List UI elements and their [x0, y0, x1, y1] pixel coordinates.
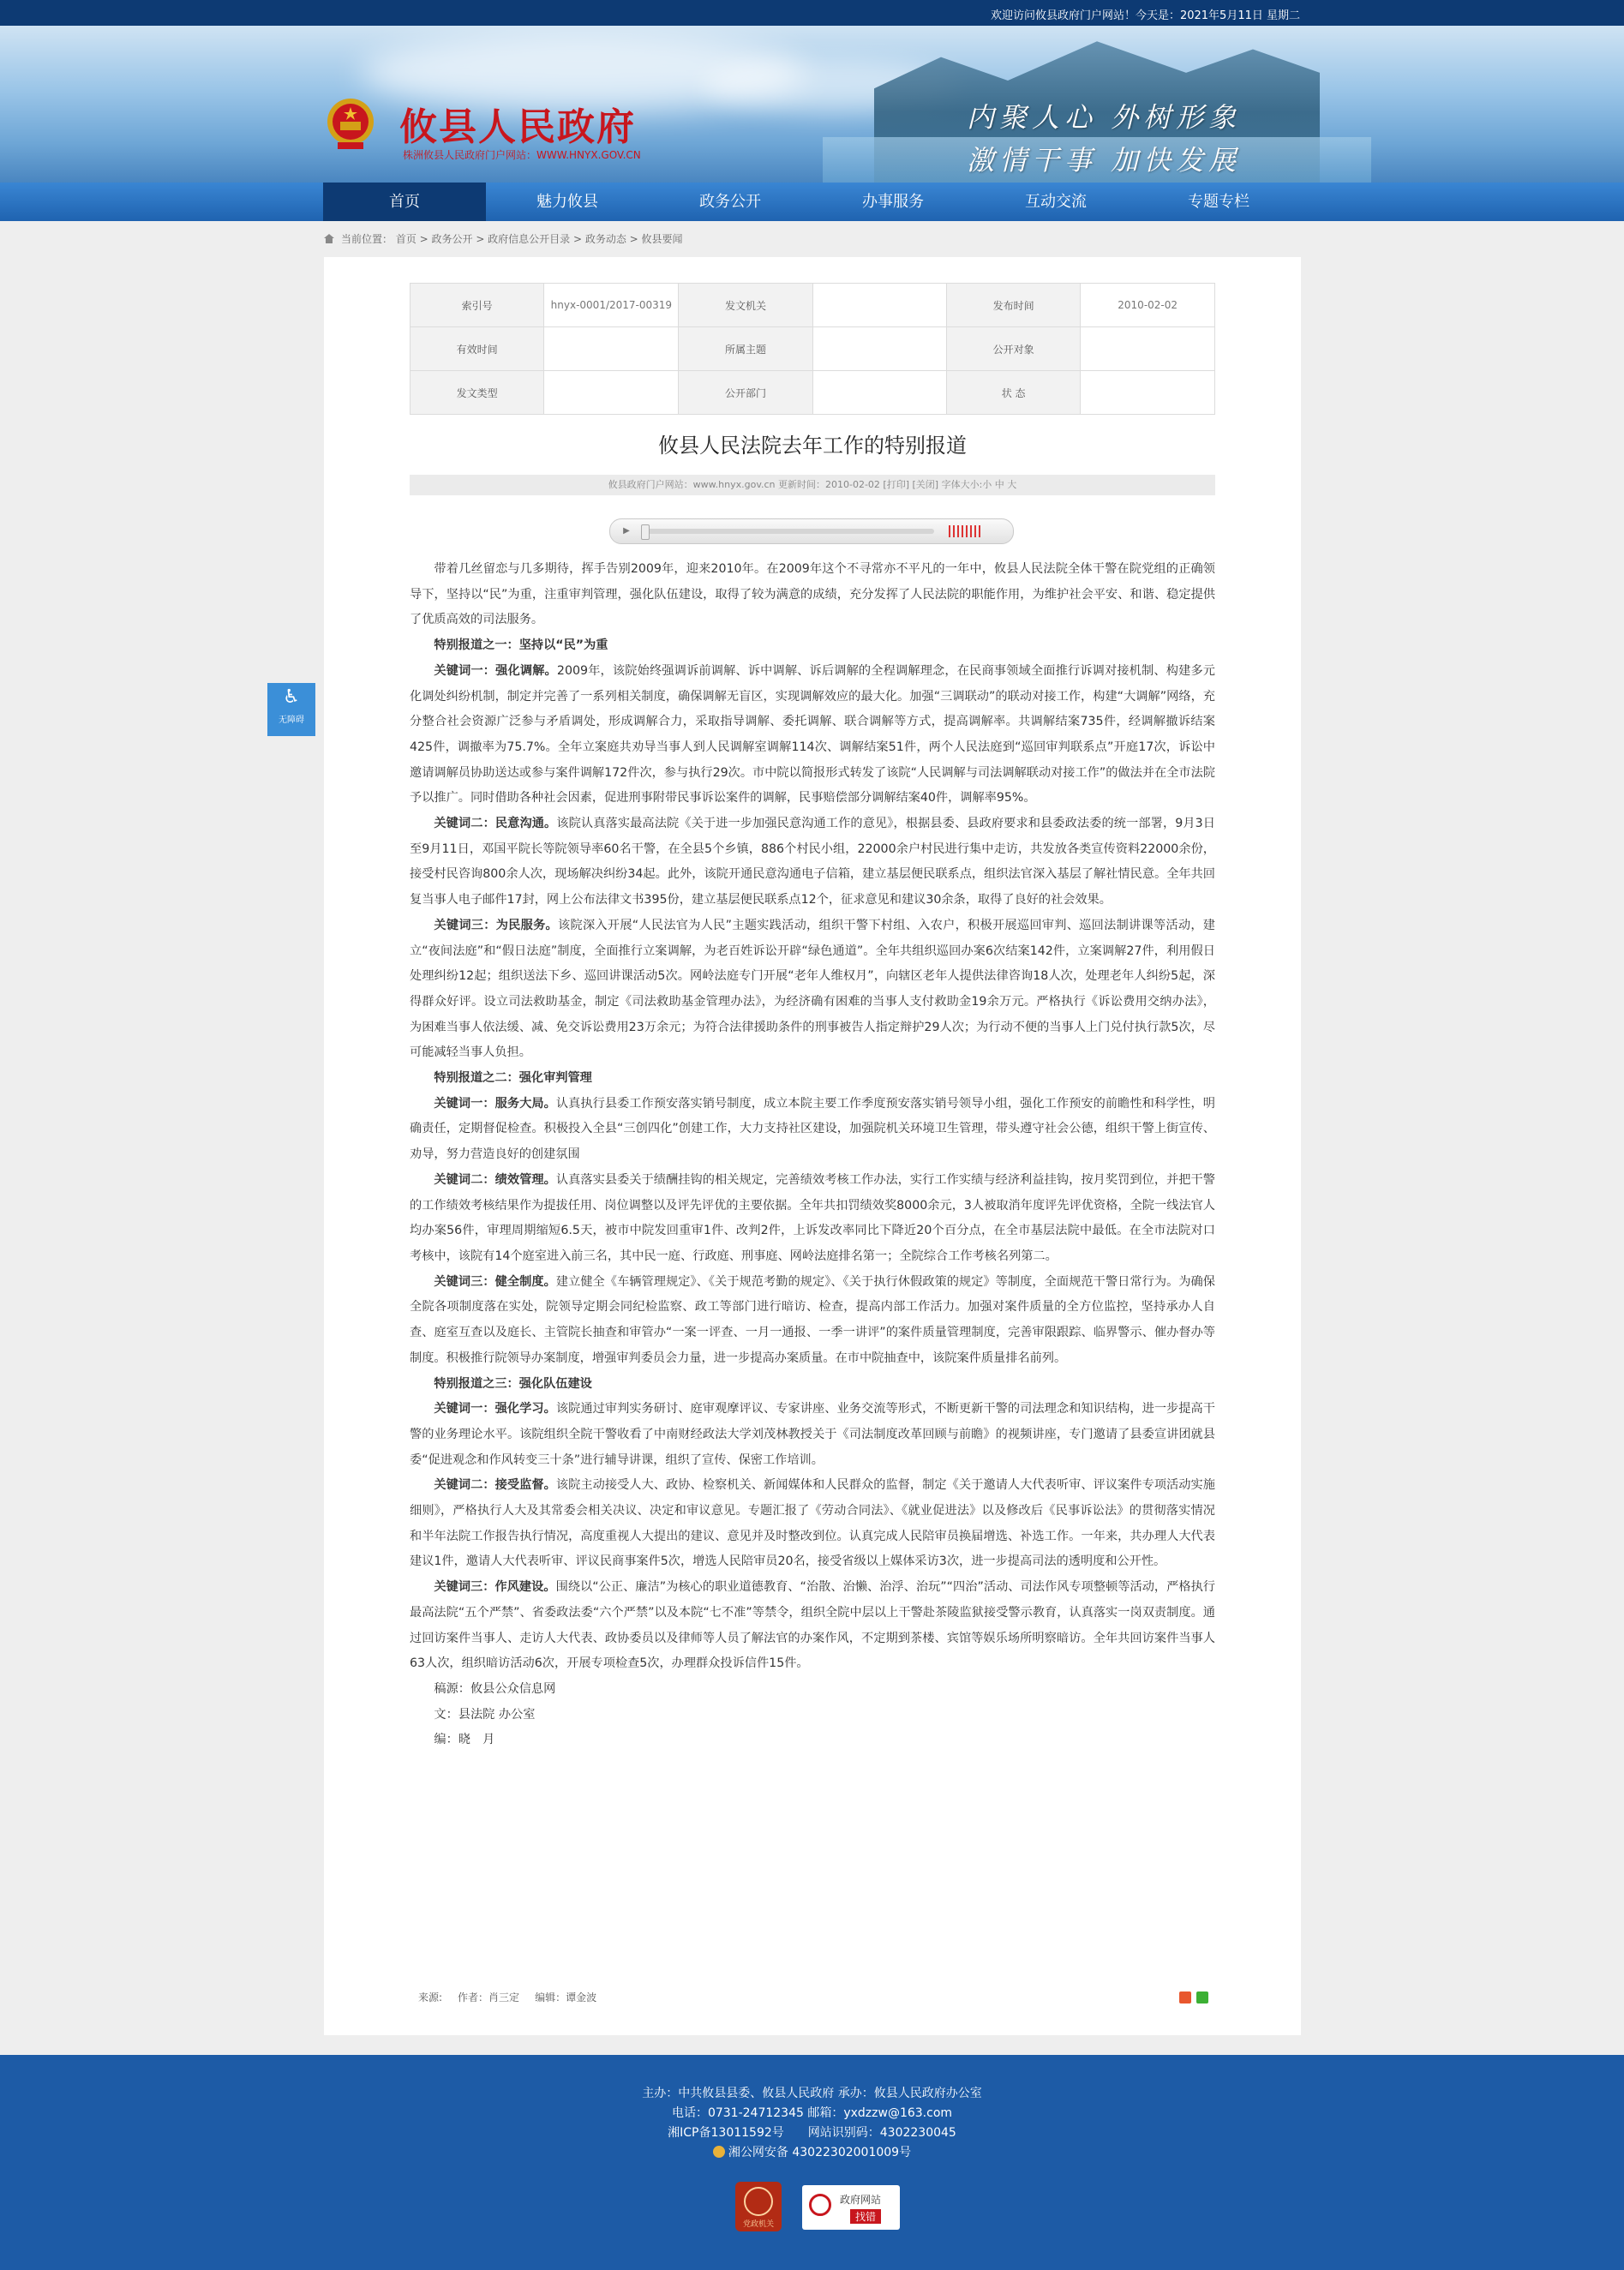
article-writer: 文：县法院 办公室: [434, 1707, 536, 1722]
header-banner: [0, 26, 1624, 183]
nav-item-home[interactable]: 首页: [323, 183, 486, 221]
police-badge-icon: [713, 2146, 725, 2158]
editor-label: 编辑：谭金波: [535, 1991, 597, 2003]
keyword-label: 关键词一：强化调解。: [434, 663, 557, 678]
police-record-text: 湘公网安备 43022302001009号: [728, 2146, 912, 2159]
article-paragraph: [410, 1473, 1215, 1575]
keyword-label: 关键词三：为民服务。: [434, 918, 559, 932]
paragraph-text: 围绕以“公正、廉洁”为核心的职业道德教育、“治散、治懒、治浮、治玩”“四治”活动、司法作风专项整顿等活动，严格执行最高法院“五个严禁”、省委政法委“六个严禁”以及本院“七不准”等禁令，组织全院中层以上干警赴茶陵监狱接受警示教育，认真落实一岗双责制度。通过回访案件当事人、走访人大代表、政协委员以及律师等人员了解法官的办案作风，不定期到茶楼、宾馆等娱乐场所明察暗访。全年共回访案件当事人63人次，组织暗访活动6次，开展专项检查5次，办理群众投诉信件15件。: [410, 1580, 1215, 1671]
meta-value: hnyx-0001/2017-00319: [544, 284, 679, 327]
paragraph-text: 认真落实县委关于绩酬挂钩的相关规定，完善绩效考核工作办法，实行工作实绩与经济利益挂钩，按月奖罚到位，并把干警的工作绩效考核结果作为提拔任用、岗位调整以及评先评优的主要依据。全年共扣罚绩效奖8000余元，3人被取消年度评先评优资格，全院一线法官人均办案56件，审理周期缩短6.5天，被市中院发回重审1件、改判2件，上诉发改率同比下降近20个百分点，在全市基层法院中最低。在全市法院对口考核中，该院有14个庭室进入前三名，其中民一庭、行政庭、刑事庭、网岭法庭排名第一；全院综合工作考核名列第二。: [410, 1172, 1215, 1263]
accessibility-label: 无障碍: [279, 716, 304, 725]
meta-key: 发布时间: [946, 284, 1080, 327]
keyword-label: 关键词一：强化学习。: [434, 1402, 556, 1417]
paragraph-text: 该院认真落实最高法院《关于进一步加强民意沟通工作的意见》，根据县委、县政府要求和县委政法委的统一部署，9月3日至9月11日，邓国平院长等院领导率60名干警，在全县5个乡镇，886个村民小组，22000余户村民进行集中走访，共发放各类宣传资料22000余份，接受村民咨询800余人次，现场解决纠纷34起。此外，该院开通民意沟通电子信箱，建立基层便民联系点，组织法官深入基层了解社情民意。全年共回复当事人电子邮件17封，网上公布法律文书395份，建立基层便民联系点12个，征求意见和建议30余条，取得了良好的社会效果。: [410, 817, 1215, 907]
site-title[interactable]: 攸县人民政府: [399, 105, 636, 149]
article-info-bar[interactable]: 攸县政府门户网站：www.hnyx.gov.cn 更新时间：2010-02-02 [打印] [关闭] 字体大小:小 中 大: [410, 475, 1215, 495]
footer-icp[interactable]: 湘ICP备13011592号 网站识别码：4302230045: [668, 2126, 956, 2140]
badge-title: 政府网站: [840, 2194, 882, 2206]
article-paragraph: [410, 1575, 1215, 1677]
site-footer: [0, 2055, 1624, 2270]
paragraph-text: 该院通过审判实务研讨、庭审观摩评议、专家讲座、业务交流等形式，不断更新干警的司法理念和知识结构，进一步提高干警的业务理论水平。该院组织全院干警收看了中南财经政法大学刘茂林教授关于《司法制度改革回顾与前瞻》的视频讲座，专门邀请了县委宣讲团就县委“促进观念和作风转变三十条”进行辅导讲课，组织了宣传、保密工作培训。: [410, 1402, 1215, 1467]
keyword-label: 关键词二：接受监督。: [434, 1478, 556, 1493]
meta-key: 公开部门: [679, 371, 812, 415]
meta-key: 发文类型: [410, 371, 544, 415]
article-editor: 编：晓 月: [434, 1733, 495, 1747]
badge-label: 党政机关: [742, 2220, 774, 2229]
author-label: 作者：肖三定: [458, 1991, 520, 2003]
meta-value: [1081, 327, 1215, 371]
party-gov-badge[interactable]: [735, 2182, 782, 2231]
main-nav: [0, 183, 1624, 221]
weibo-share-icon[interactable]: [1179, 1991, 1191, 2003]
paragraph-text: 2009年，该院始终强调诉前调解、诉中调解、诉后调解的全程调解理念，在民商事领域全面推行诉调对接机制、构建多元化调处纠纷机制，制定并完善了一系列相关制度，确保调解无盲区，实现调解效应的最大化。加强“三调联动”的联动对接工作，构建“大调解”网络，充分整合社会资源广泛参与矛盾调处，形成调解合力，采取指导调解、委托调解、联合调解等方式，提高调解率。共调解结案735件，经调解撤诉结案425件，调撤率为75.7%。全年立案庭共劝导当事人到人民调解室调解114次、调解结案51件，两个人民法庭到“巡回审判联系点”开庭17次，诉讼中邀请调解员协助送达或参与案件调解172件次，参与执行29次。市中院以简报形式转发了该院“人民调解与司法调解联动对接工作”的做法并在全市法院予以推广。同时借助各种社会因素，促进刑事附带民事诉讼案件的调解，民事赔偿部分调解结案40件，调解率95%。: [410, 663, 1215, 806]
home-icon: [324, 234, 334, 243]
badge-emblem-icon: [744, 2187, 773, 2216]
footer-police-record[interactable]: [0, 2143, 1624, 2160]
meta-key: 发文机关: [679, 284, 812, 327]
article-paragraph: [410, 812, 1215, 913]
meta-value: [1081, 371, 1215, 415]
keyword-label: 关键词三：健全制度。: [434, 1274, 556, 1289]
section-heading: 特别报道之一：坚持以“民”为重: [434, 638, 608, 653]
nav-item-topics[interactable]: 专题专栏: [1188, 193, 1249, 211]
article-footer-info: [418, 1990, 596, 2004]
article-paragraph: 带着几丝留恋与几多期待，挥手告别2009年，迎来2010年。在2009年这个不寻常亦不平凡的一年中，攸县人民法院全体干警在院党组的正确领导下，坚持以“民”为重，注重审判管理，强化队伍建设，取得了较为满意的成绩，充分发挥了人民法院的职能作用，为维护社会平安、和谐、稳定提供了优质高效的司法服务。: [410, 562, 1215, 627]
meta-key: 状 态: [946, 371, 1080, 415]
article-paragraph: [410, 1397, 1215, 1473]
article-paragraph: [410, 913, 1215, 1066]
slogan-line-1: 内聚人心 外树形象: [967, 101, 1242, 134]
wechat-share-icon[interactable]: [1196, 1991, 1208, 2003]
site-subtitle: 株洲攸县人民政府门户网站：WWW.HNYX.GOV.CN: [403, 149, 641, 161]
meta-key: 所属主题: [679, 327, 812, 371]
article-paragraph: [410, 659, 1215, 812]
content-panel: [324, 257, 1301, 2035]
paragraph-text: 建立健全《车辆管理规定》、《关于规范考勤的规定》、《关于执行休假政策的规定》等制度，全面规范干警日常行为。为确保全院各项制度落在实处，院领导定期会同纪检监察、政工等部门进行暗访、检查，提高内部工作活力。加强对案件质量的全方位监控，坚持承办人自查、庭室互查以及庭长、主管院长抽查和审管办“一案一评查、一月一通报、一季一讲评”的案件质量管理制度，完善审限跟踪、临界警示、催办督办等制度。积极推行院领导办案制度，增强审判委员会力量，进一步提高办案质量。在市中院抽查中，该院案件质量排名前列。: [410, 1274, 1215, 1365]
document-meta-table: [410, 283, 1215, 415]
meta-key: 索引号: [410, 284, 544, 327]
keyword-label: 关键词三：作风建设。: [434, 1580, 556, 1595]
welcome-text: 欢迎访问攸县政府门户网站！今天是：2021年5月11日 星期二: [990, 9, 1300, 22]
slogan-line-2: 激情干事 加快发展: [967, 144, 1242, 177]
paragraph-text: 该院主动接受人大、政协、检察机关、新闻媒体和人民群众的监督，制定《关于邀请人大代表听审、评议案件专项活动实施细则》，严格执行人大及其常委会相关决议、决定和审议意见。专题汇报了《劳动合同法》、《就业促进法》以及修改后《民事诉讼法》的贯彻落实情况和半年法院工作报告执行情况，高度重视人大提出的建议、意见并及时整改到位。认真完成人民陪审员换届增选、补选工作。一年来，共办理人大代表建议1件，邀请人大代表听审、评议民商事案件5次，增选人民陪审员20名，接受省级以上媒体采访3次，进一步提高司法的透明度和公开性。: [410, 1478, 1215, 1569]
article-paragraph: [410, 1092, 1215, 1168]
meta-value: [544, 371, 679, 415]
article-paragraph: [410, 1168, 1215, 1270]
magnifier-icon: [809, 2194, 831, 2216]
breadcrumb-text[interactable]: 当前位置： 首页 > 政务公开 > 政府信息公开目录 > 政务动态 > 攸县要闻: [341, 233, 683, 245]
meta-key: 有效时间: [410, 327, 544, 371]
paragraph-text: 认真执行县委工作预安落实销号制度，成立本院主要工作季度预安落实销号领导小组，强化工作预安的前瞻性和科学性，明确责任，定期督促检查。积极投入全县“三创四化”创建工作，大力支持社区建设，加强院机关环境卫生管理，带头遵守社会公德，组织干警上街宣传、劝导，努力营造良好的创建氛围: [410, 1096, 1215, 1162]
keyword-label: 关键词二：绩效管理。: [434, 1172, 556, 1187]
meta-value: [812, 284, 946, 327]
meta-value: [812, 371, 946, 415]
meta-value: [544, 327, 679, 371]
paragraph-text: 该院深入开展“人民法官为人民”主题实践活动，组织干警下村组、入农户，积极开展巡回审判、巡回法制讲课等活动，建立“夜间法庭”和“假日法庭”制度，全面推行立案调解，为老百姓诉讼开辟“绿色通道”。全年共组织巡回办案6次结案142件，立案调解27件，利用假日处理纠纷12起；组织送法下乡、巡回讲课活动5次。网岭法庭专门开展“老年人维权月”，向辖区老年人提供法律咨询18人次，处理老年人纠纷5起，深得群众好评。设立司法救助基金，制定《司法救助基金管理办法》，为经济确有困难的当事人支付救助金19余万元。严格执行《诉讼费用交纳办法》，为困难当事人依法缓、减、免交诉讼费用23万余元；为符合法律援助条件的刑事被告人指定辩护29人次；为行动不便的当事人上门兑付执行款5次，尽可能减轻当事人负担。: [410, 918, 1215, 1060]
source-label: 来源:: [418, 1991, 443, 2003]
volume-icon[interactable]: [949, 525, 983, 537]
nav-item-charm-youxian[interactable]: 魅力攸县: [536, 193, 598, 211]
accessibility-button[interactable]: [267, 683, 315, 736]
badge-subtitle: 找错: [850, 2209, 881, 2224]
meta-value: [812, 327, 946, 371]
footer-sponsor: 主办：中共攸县县委、攸县人民政府 承办：攸县人民政府办公室: [642, 2087, 982, 2100]
footer-contact: 电话：0731-24712345 邮箱：yxdzzw@163.com: [671, 2106, 953, 2120]
section-heading: 特别报道之三：强化队伍建设: [434, 1376, 592, 1391]
national-emblem-icon: [326, 96, 375, 153]
nav-item-interaction[interactable]: 互动交流: [1025, 193, 1087, 211]
audio-progress-track[interactable]: [643, 529, 934, 534]
article-source: 稿源：攸县公众信息网: [434, 1681, 556, 1696]
audio-player[interactable]: [609, 518, 1014, 544]
nav-item-services[interactable]: 办事服务: [862, 193, 924, 211]
article-paragraph: [410, 1270, 1215, 1372]
site-error-report-badge[interactable]: [802, 2185, 900, 2230]
breadcrumb: [324, 231, 683, 246]
section-heading: 特别报道之二：强化审判管理: [434, 1071, 592, 1086]
play-icon[interactable]: ▶: [623, 526, 630, 536]
article-body: [410, 557, 1215, 1753]
meta-value: 2010-02-02: [1081, 284, 1215, 327]
top-bar: [0, 0, 1624, 26]
article-title: 攸县人民法院去年工作的特别报道: [658, 434, 967, 458]
meta-key: 公开对象: [946, 327, 1080, 371]
nav-item-gov-affairs[interactable]: 政务公开: [699, 193, 761, 211]
audio-progress-handle[interactable]: [641, 524, 650, 540]
share-icons: [1179, 1991, 1208, 2003]
keyword-label: 关键词一：服务大局。: [434, 1096, 556, 1111]
keyword-label: 关键词二：民意沟通。: [434, 817, 557, 831]
wheelchair-icon: ♿: [283, 686, 300, 708]
